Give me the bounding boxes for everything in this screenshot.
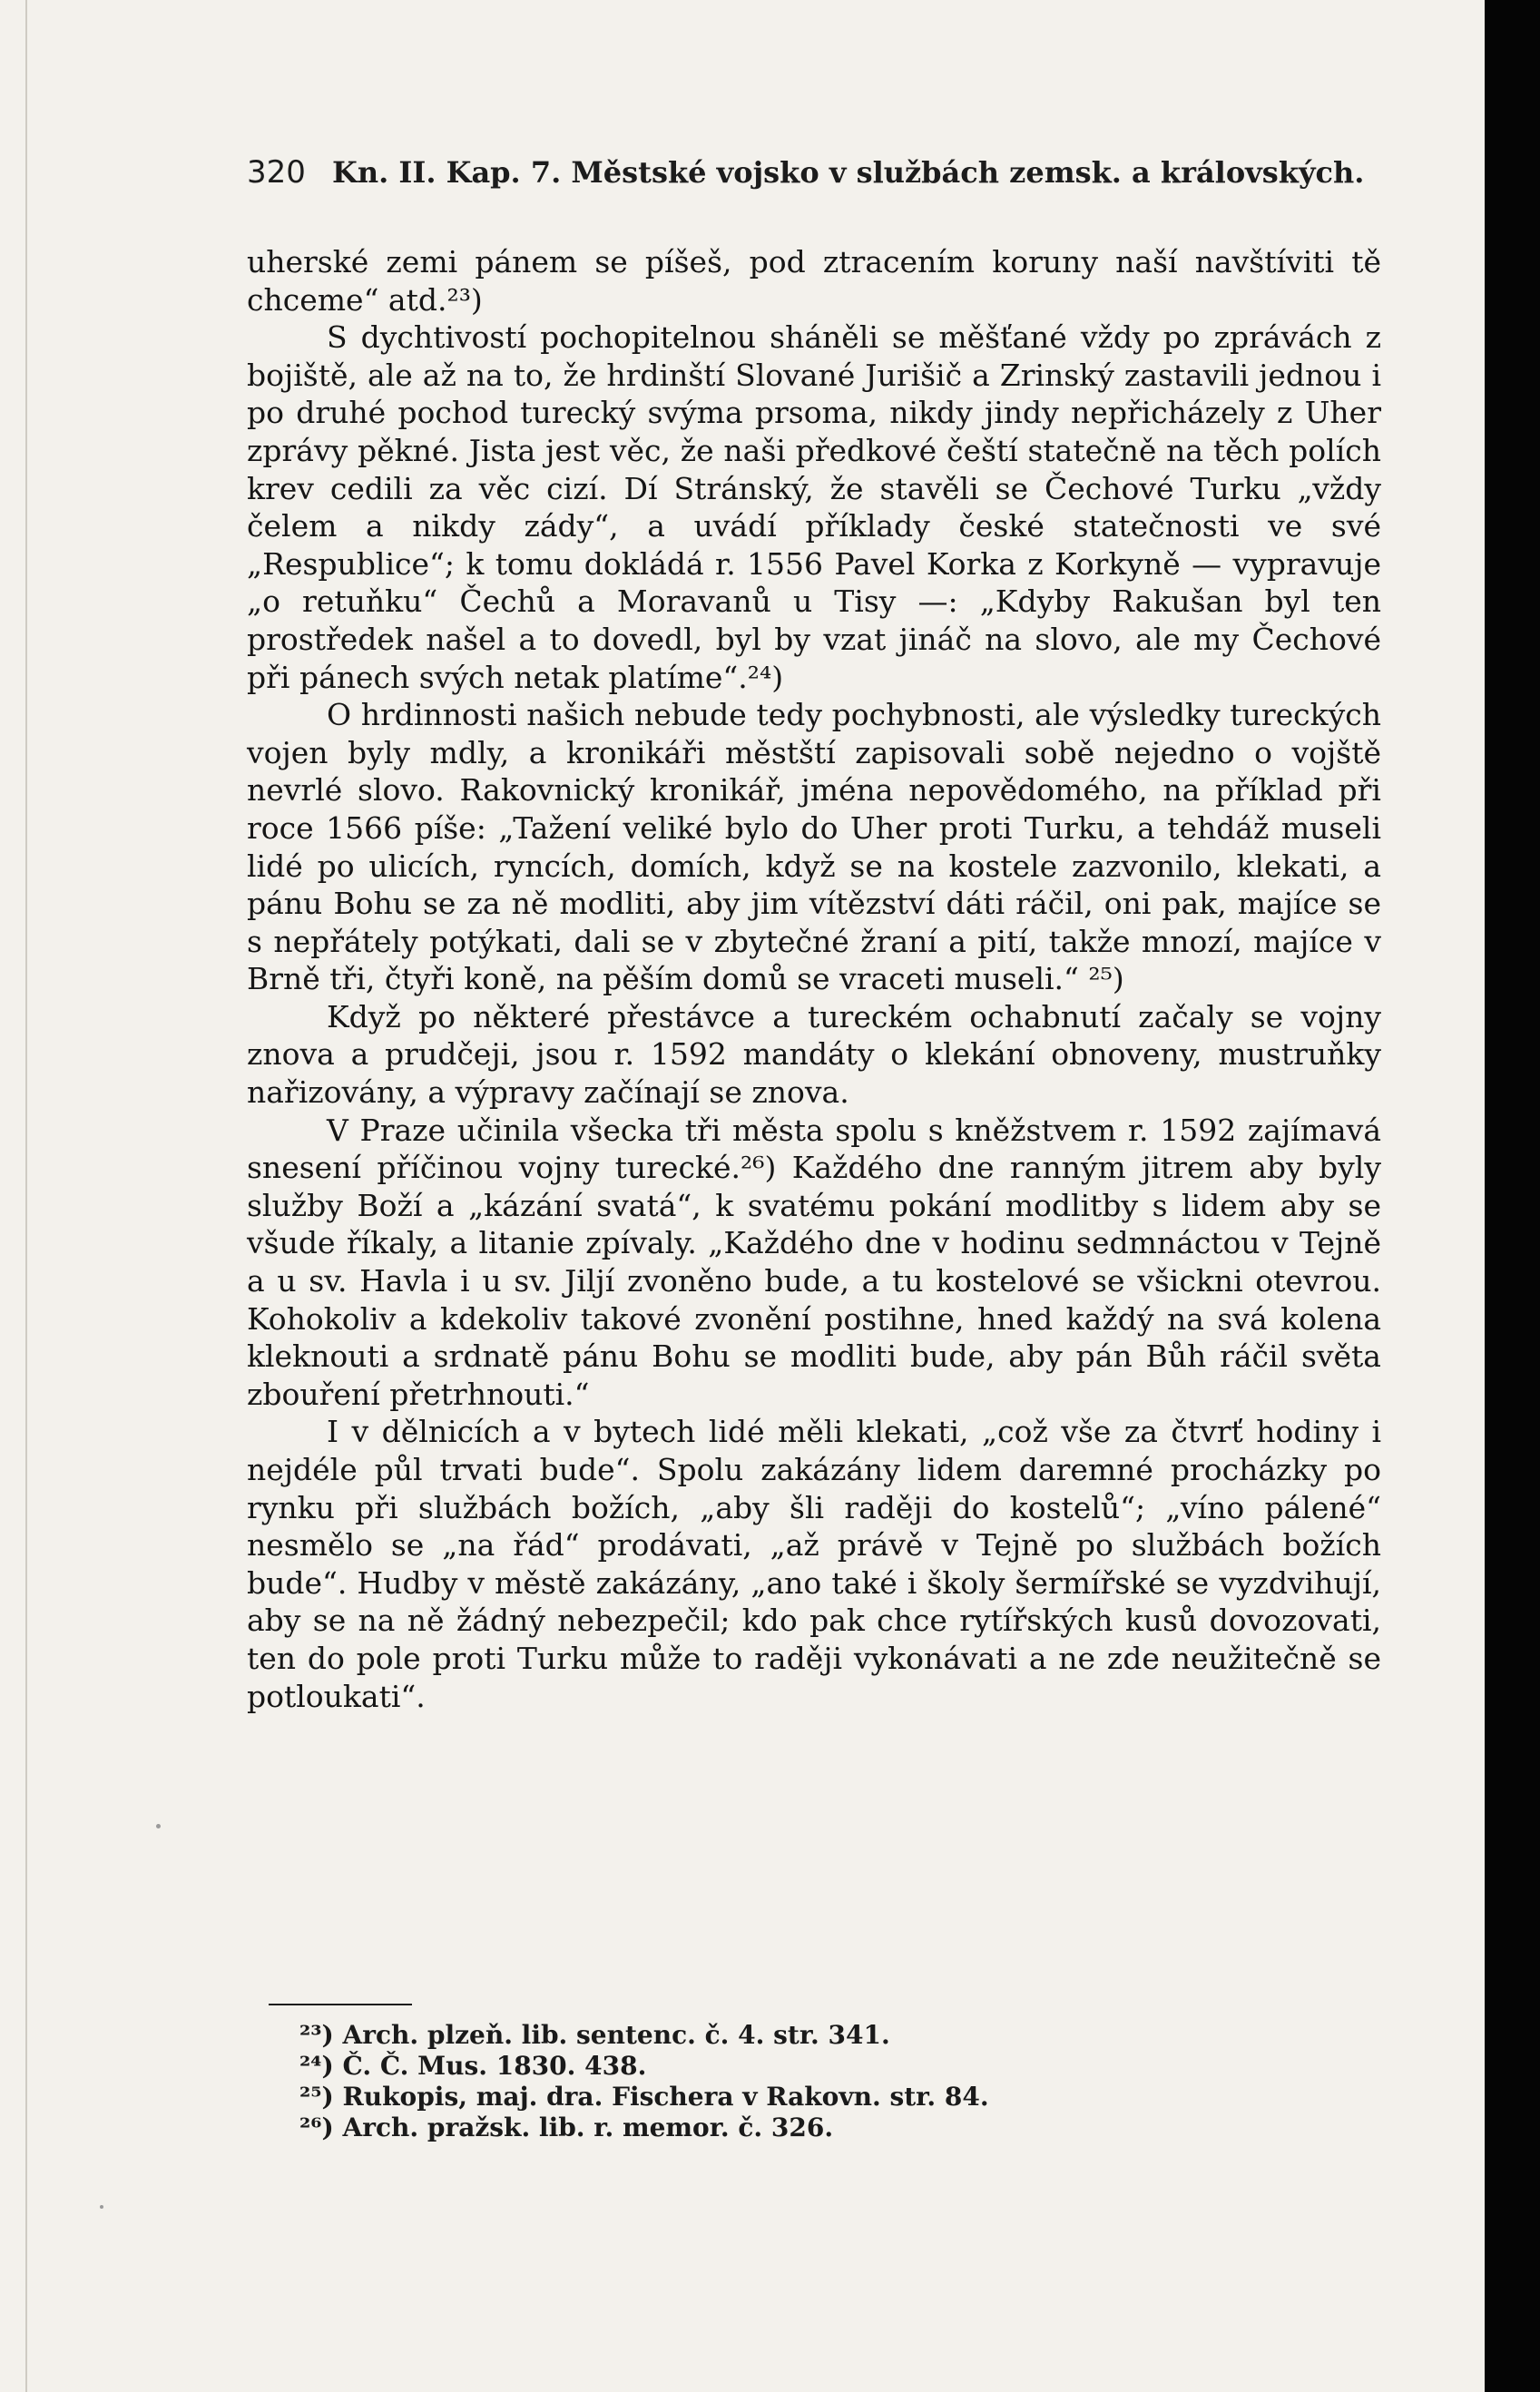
paper-speck bbox=[100, 2205, 103, 2209]
paper-speck bbox=[156, 1824, 161, 1828]
paragraph: Když po některé přestávce a tureckém ochabnutí začaly se vojny znova a prudčeji, jsou r. 1592 mandáty o klekání obnoveny, mustruňky nařizovány, a výpravy začínají se znova. bbox=[247, 998, 1381, 1111]
page-number: 320 bbox=[247, 154, 306, 191]
running-title: Kn. II. Kap. 7. Městské vojsko v službách zemsk. a královských. bbox=[332, 155, 1365, 190]
paragraph-continuation: uherské zemi pánem se píšeš, pod ztracením koruny naší navštíviti tě chceme“ atd.²³) bbox=[247, 244, 1381, 318]
body-text bbox=[247, 243, 1381, 1715]
footnote-item: ²³) Arch. plzeň. lib. sentenc. č. 4. str. 341. bbox=[299, 2020, 890, 2050]
running-header bbox=[247, 154, 1381, 198]
footnote-divider bbox=[269, 2004, 412, 2005]
scan-dark-edge bbox=[1485, 0, 1540, 2392]
footnote-item: ²⁶) Arch. pražsk. lib. r. memor. č. 326. bbox=[299, 2113, 834, 2142]
page-fold-line bbox=[25, 0, 27, 2392]
paragraph: O hrdinnosti našich nebude tedy pochybnosti, ale výsledky tureckých vojen byly mdly, a kronikáři městští zapisovali sobě nejedno o vojště nevrlé slovo. Rakovnický kronikář, jména nepovědomého, na příklad při roce 1566 píše: „Tažení veliké bylo do Uher proti Turku, a tehdáž museli lidé po ulicích, ryncích, domích, když se na kostele zazvonilo, klekati, a pánu Bohu se za ně modliti, aby jim vítězství dáti ráčil, oni pak, majíce se s nepřátely potýkati, dali se v zbytečné žraní a pití, takže mnozí, majíce v Brně tři, čtyři koně, na pěším domů se vraceti museli.“ ²⁵) bbox=[247, 697, 1381, 997]
paragraph: S dychtivostí pochopitelnou sháněli se měšťané vždy po zprávách z bojiště, ale až na to, že hrdinští Slované Jurišič a Zrinský zastavili jednou i po druhé pochod turecký svýma prsoma, nikdy jindy nepřicházely z Uher zprávy pěkné. Jista jest věc, že naši předkové čeští statečně na těch polích krev cedili za věc cizí. Dí Stránský, že stavěli se Čechové Turku „vždy čelem a nikdy zády“, a uvádí příklady české statečnosti ve své „Respublice“; k tomu dokládá r. 1556 Pavel Korka z Korkyně — vypravuje „o retuňku“ Čechů a Moravanů u Tisy —: „Kdyby Rakušan byl ten prostředek našel a to dovedl, byl by vzat jináč na slovo, ale my Čechové při pánech svých netak platíme“.²⁴) bbox=[247, 319, 1381, 695]
footnote-item: ²⁵) Rukopis, maj. dra. Fischera v Rakovn. str. 84. bbox=[299, 2082, 989, 2112]
paragraph: I v dělnicích a v bytech lidé měli klekati, „což vše za čtvrť hodiny i nejdéle půl trvati bude“. Spolu zakázány lidem daremné procházky po rynku při službách božích, „aby šli raději do kostelů“; „víno pálené“ nesmělo se „na řád“ prodávati, „až právě v Tejně po službách božích bude“. Hudby v městě zakázány, „ano také i školy šermířské se vyzdvihují, aby se na ně žádný nebezpečil; kdo pak chce rytířských kusů dovozovati, ten do pole proti Turku může to raději vykonávati a ne zde neužitečně se potloukati“. bbox=[247, 1414, 1381, 1714]
paragraph: V Praze učinila všecka tři města spolu s kněžstvem r. 1592 zajímavá snesení příčinou vojny turecké.²⁶) Každého dne ranným jitrem aby byly služby Boží a „kázání svatá“, k svatému pokání modlitby s lidem aby se všude říkaly, a litanie zpívaly. „Každého dne v hodinu sedmnáctou v Tejně a u sv. Havla i u sv. Jiljí zvoněno bude, a tu kostelové se všickni otevrou. Kohokoliv a kdekoliv takové zvonění postihne, hned každý na svá kolena kleknouti a srdnatě pánu Bohu se modliti bude, aby pán Bůh ráčil světa zbouření přetrhnouti.“ bbox=[247, 1112, 1381, 1412]
footnote-item: ²⁴) Č. Č. Mus. 1830. 438. bbox=[299, 2051, 647, 2081]
footnotes bbox=[299, 2020, 1343, 2143]
